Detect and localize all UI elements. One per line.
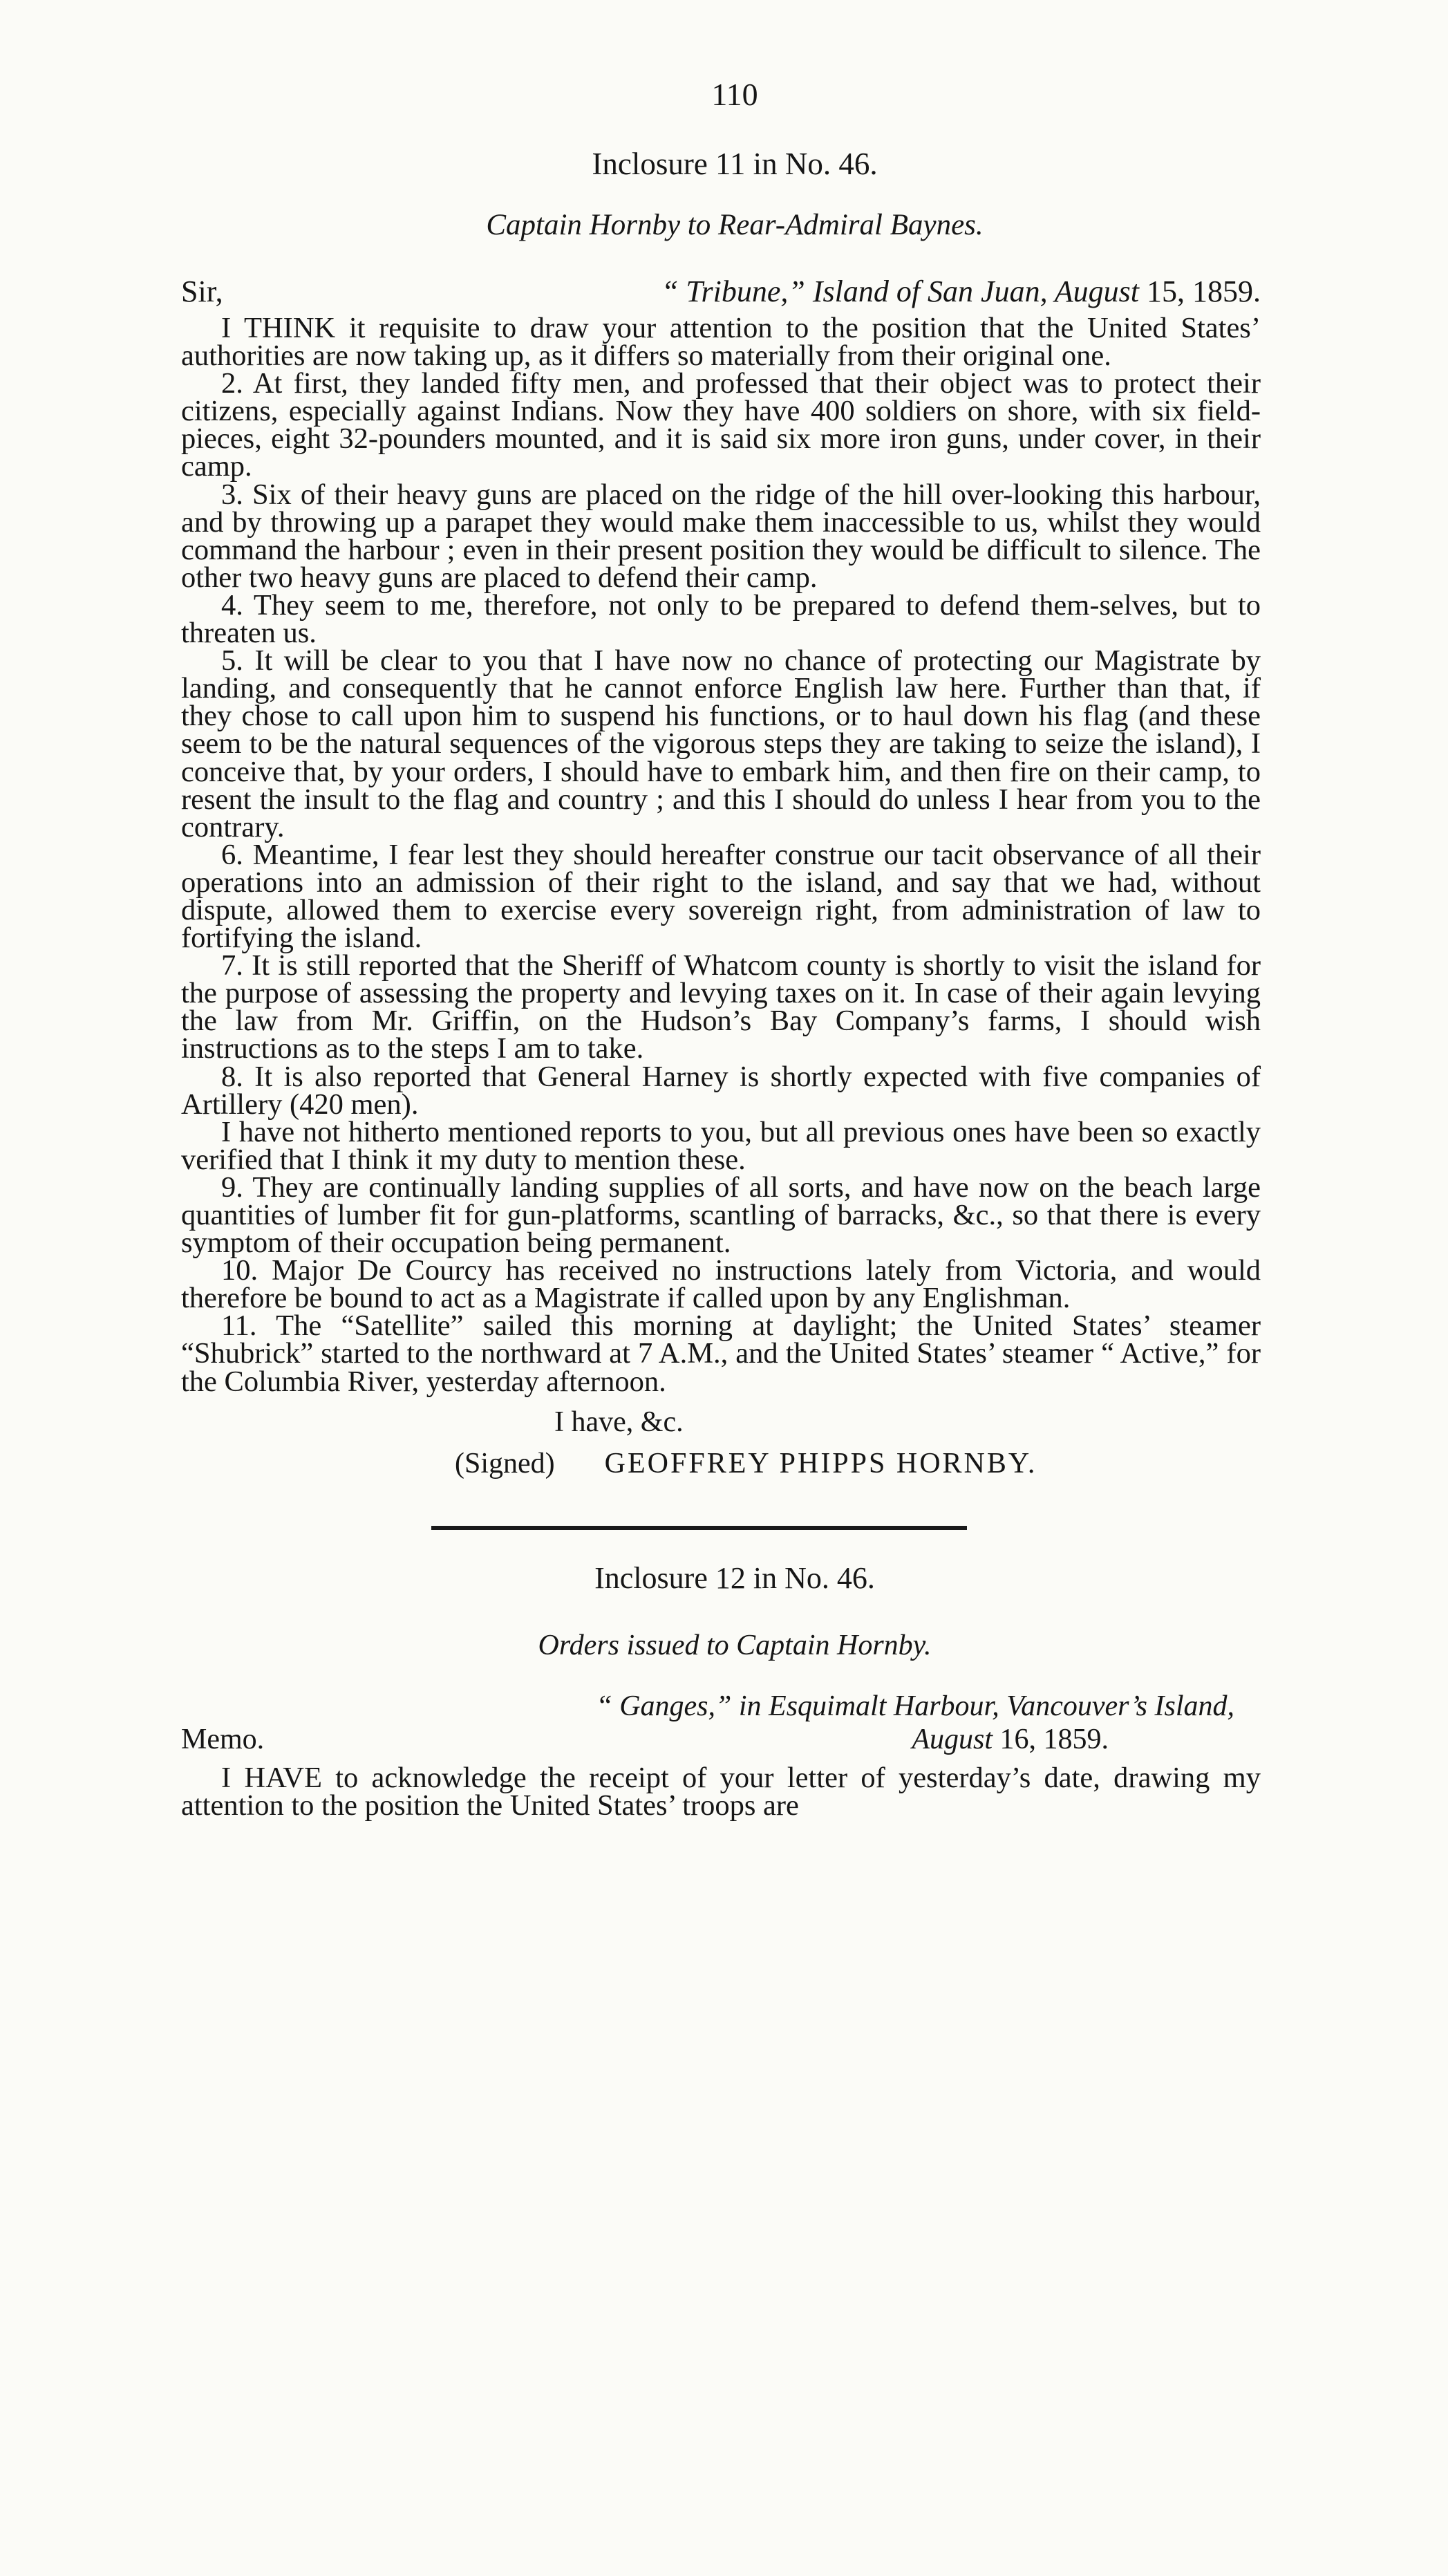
paragraph-text: 3. Six of their heavy guns are placed on the ridge of the hill over-looking this harbour, and by throwing up a parapet they would make them inaccessible to us, whilst they would command the harbour ; even in their present position they would be difficult to silence. The other two heavy guns are placed to defend their camp. xyxy=(181,478,1261,594)
orders-date-month: August xyxy=(912,1723,993,1755)
salutation: Sir, xyxy=(181,274,223,308)
paragraph-text: I have not hitherto mentioned reports to you, but all previous ones have been so exactly verified that I think it my duty to mention these. xyxy=(181,1115,1261,1176)
paragraph-text: 9. They are continually landing supplies of all sorts, and have now on the beach large quantities of lumber fit for gun-platforms, scantling of barracks, &c., so that there is every symptom of their occupation being permanent. xyxy=(181,1170,1261,1260)
place-date-numerals: 15, 1859. xyxy=(1139,274,1261,308)
paragraph-text: it requisite to draw your attention to the position that the United States’ authorities are now taking up, as it differs so materially from their original one. xyxy=(181,312,1261,373)
place-and-date xyxy=(661,274,1261,309)
signature-line xyxy=(181,1447,1261,1480)
signer-name: GEOFFREY PHIPPS HORNBY. xyxy=(604,1447,1037,1480)
paragraph-text: 2. At first, they landed fifty men, and professed that their object was to protect their citizens, especially against Indians. Now they have 400 soldiers on shore, with six field-pieces, eight 32-pounders mounted, and it is said six more iron guns, under cover, in their camp. xyxy=(181,367,1261,483)
orders-paragraph xyxy=(181,1761,1261,1822)
letter-paragraph xyxy=(181,1115,1261,1176)
orders-title: Orders issued to Captain Hornby. xyxy=(538,1629,932,1661)
closing: I have, &c. xyxy=(554,1406,684,1438)
orders-paragraph-lead: I HAVE xyxy=(221,1761,322,1794)
letter-paragraph xyxy=(181,312,1261,373)
letter-paragraph xyxy=(181,1170,1261,1260)
place-date-text: “ Tribune,” Island of San Juan, August xyxy=(661,274,1139,308)
document-page xyxy=(181,76,1261,1820)
letter-paragraph xyxy=(181,1309,1261,1398)
inclosure-12-heading: Inclosure 12 in No. 46. xyxy=(594,1560,875,1595)
section-divider xyxy=(431,1526,967,1530)
paragraph-text: 11. The “Satellite” sailed this morning at daylight; the United States’ steamer “Shubrick” started to the northward at 7 A.M., and the United States’ steamer “ Active,” for the Columbia River, yesterday afternoon. xyxy=(181,1309,1261,1398)
paragraph-text: 5. It will be clear to you that I have now no chance of protecting our Magistrate by landing, and consequently that he cannot enforce English law here. Further than that, if they chose to call upon him to suspend his functions, or to haul down his flag (and these seem to be the natural sequences of the vigorous steps they are taking to seize the island), I conceive that, by your orders, I should have to embark him, and then fire on their camp, to resent the insult to the flag and country ; and this I should do unless I hear from you to the contrary. xyxy=(181,644,1261,843)
letter-paragraph xyxy=(181,838,1261,955)
paragraph-lead: I THINK xyxy=(221,312,336,344)
paragraph-text: 8. It is also reported that General Harney is shortly expected with five companies of Artillery (420 men). xyxy=(181,1060,1261,1121)
page-number: 110 xyxy=(711,77,758,112)
orders-paragraph-text: to acknowledge the receipt of your letter of yesterday’s date, drawing my attention to the position the United States’ troops are xyxy=(181,1761,1261,1822)
letter-paragraph xyxy=(181,588,1261,650)
signed-label: (Signed) xyxy=(455,1447,555,1480)
orders-date xyxy=(912,1723,1109,1756)
letter-paragraph xyxy=(181,1254,1261,1315)
memo-label: Memo. xyxy=(181,1723,265,1755)
orders-body xyxy=(181,1761,1261,1822)
letter-body xyxy=(181,312,1261,1398)
inclosure-11-heading: Inclosure 11 in No. 46. xyxy=(592,147,878,181)
letter-title: Captain Hornby to Rear-Admiral Baynes. xyxy=(486,209,984,241)
orders-dateline xyxy=(181,1690,1261,1756)
letter-paragraph xyxy=(181,949,1261,1065)
orders-date-numerals: 16, 1859. xyxy=(993,1723,1109,1755)
paragraph-text: 10. Major De Courcy has received no instructions lately from Victoria, and would therefore be bound to act as a Magistrate if called upon by any Englishman. xyxy=(181,1254,1261,1315)
letter-paragraph xyxy=(181,478,1261,594)
paragraph-text: 4. They seem to me, therefore, not only to be prepared to defend them-selves, but to threaten us. xyxy=(181,588,1261,650)
paragraph-text: 7. It is still reported that the Sheriff of Whatcom county is shortly to visit the island for the purpose of assessing the property and levying taxes on it. In case of their again levying the law from Mr. Griffin, on the Hudson’s Bay Company’s farms, I should wish instructions as to the steps I am to take. xyxy=(181,949,1261,1065)
paragraph-text: 6. Meantime, I fear lest they should hereafter construe our tacit observance of all their operations into an admission of their right to the island, and say that we had, without dispute, allowed them to exercise every sovereign right, from administration of law to fortifying the island. xyxy=(181,838,1261,955)
letter-paragraph xyxy=(181,644,1261,843)
letter-paragraph xyxy=(181,1060,1261,1121)
letter-dateline xyxy=(181,274,1261,309)
letter-paragraph xyxy=(181,367,1261,483)
orders-place: “ Ganges,” in Esquimalt Harbour, Vancouver’s Island, xyxy=(596,1690,1234,1722)
